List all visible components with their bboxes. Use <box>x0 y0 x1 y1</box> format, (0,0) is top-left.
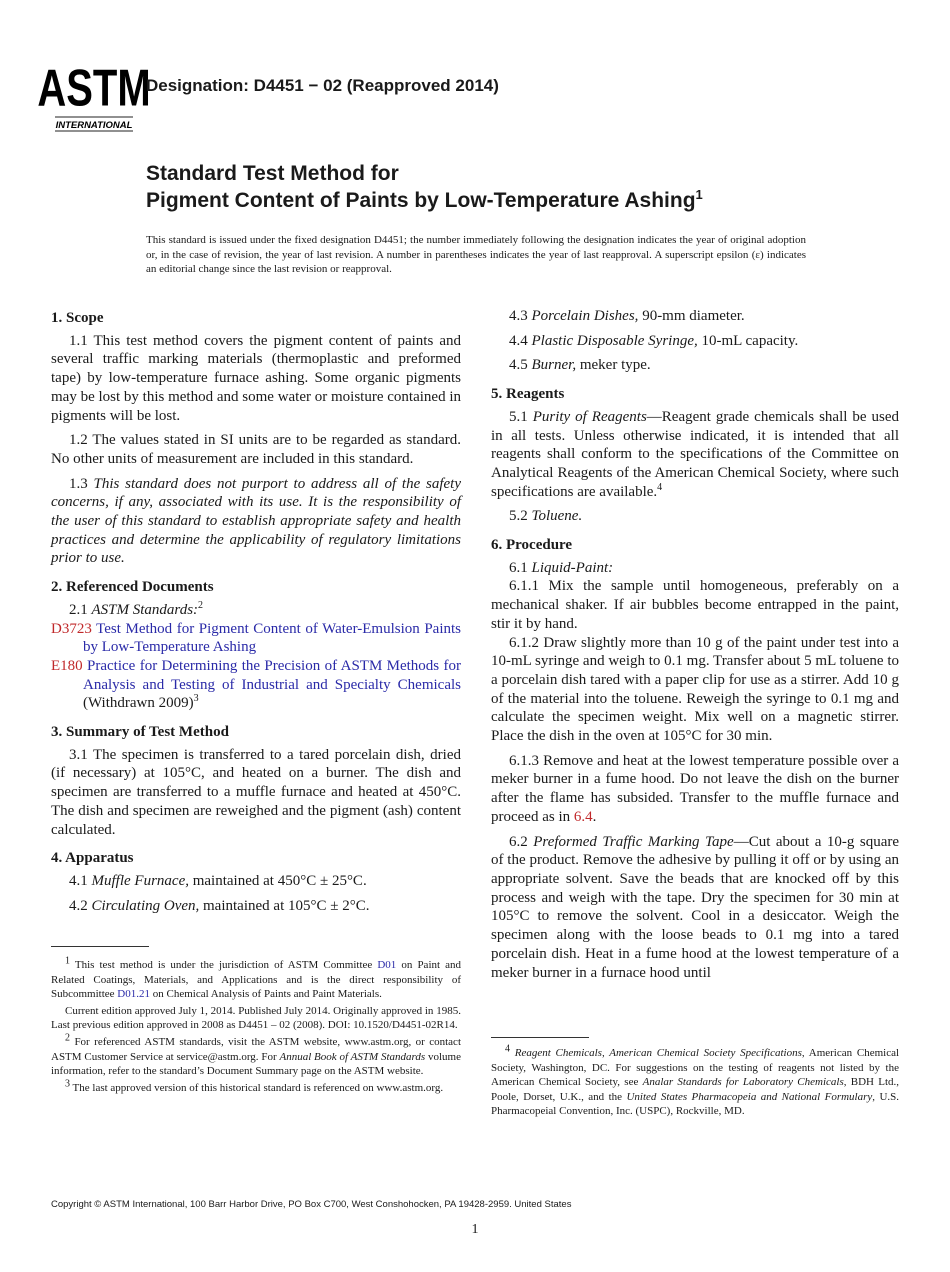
document-link[interactable]: D3723 <box>51 620 92 637</box>
text: ASTM Standards: <box>91 601 199 618</box>
page-number: 1 <box>471 1222 479 1237</box>
paragraph <box>51 332 461 426</box>
text: 1.3 <box>69 475 94 492</box>
text: 1.2 The values stated in SI units are to be regarded as standard. No other units of measurement are included in this standard. <box>51 432 461 467</box>
text: Analar Standards for Laboratory Chemicals <box>642 1076 844 1089</box>
paragraph <box>51 1032 461 1079</box>
section-heading <box>51 578 461 597</box>
footnote-ref: 1 <box>695 187 703 202</box>
document-link[interactable]: Practice for Determining the Precision of ASTM Methods for Analysis and Testing of Industrial and Specialty Chemicals <box>83 657 461 693</box>
text: This test method is under the jurisdiction of ASTM Committee <box>70 959 378 971</box>
document-title <box>146 160 703 214</box>
paragraph <box>51 1004 461 1033</box>
text: Current edition approved July 1, 2014. Published July 2014. Originally approved in 1985. Last previous edition approved in 2008 as D4451 – 02 (2008). DOI: 10.1520/D4451-02R14. <box>51 1004 461 1032</box>
text: (Withdrawn 2009) <box>83 695 194 712</box>
text: , U.S. Pharmacopeial Convention, Inc. (USPC), Rockville, MD. <box>491 1090 900 1118</box>
paragraph <box>491 408 899 502</box>
intro-note: This standard is issued under the fixed designation D4451; the number immediately following the designation indicates the year of original adoption or, in the case of revision, the year of last revision. A number in parentheses indicates the year of last reapproval. A superscript epsilon (ε) indicates an editorial change since the last revision or reapproval. <box>146 234 806 276</box>
text: 10-mL capacity. <box>697 332 799 349</box>
footnote-ref: 4 <box>505 1043 510 1055</box>
left-column <box>51 309 461 921</box>
text: on Paint and Related Coatings, Materials, and Applications and is the direct responsibility of Subcommittee <box>51 959 462 1001</box>
text: 1.1 This test method covers the pigment content of paints and several traffic marking materials (thermoplastic and preformed tape) by low-temperature furnace ashing. Some organic pigments may be lost by this method and some water or moisture contained in pigments will be lost. <box>51 332 461 424</box>
text: —Reagent grade chemicals shall be used in all tests. Unless otherwise indicated, it is intended that all reagents shall conform to the specifications of the Committee on Analytical Reagents of the American Chemical Society, where such specifications are available. <box>491 408 899 500</box>
section-heading <box>51 309 461 328</box>
text: Circulating Oven, <box>91 897 200 914</box>
document-link[interactable]: E180 <box>51 657 83 674</box>
text: maintained at 105°C ± 2°C. <box>199 897 370 914</box>
paragraph <box>491 634 899 746</box>
logo-text: ASTM <box>37 58 151 117</box>
text: meker type. <box>576 357 651 374</box>
title-text: Pigment Content of Paints by Low-Temperature Ashing <box>146 189 696 212</box>
text: 4.3 <box>509 308 532 324</box>
astm-logo <box>37 56 151 132</box>
paragraph <box>51 897 461 916</box>
copyright: Copyright © ASTM International, 100 Barr Harbor Drive, PO Box C700, West Conshohocken, PA 19428-2959. United States <box>51 1199 572 1210</box>
text: 6.1.1 Mix the sample until homogeneous, preferably on a mechanical shaker. If air bubbles become entrapped in the paint, stir it by hand. <box>491 578 899 632</box>
paragraph <box>51 955 462 1002</box>
document-link[interactable]: Test Method for Pigment Content of Water-Emulsion Paints by Low-Temperature Ashing <box>83 620 461 656</box>
footnote-ref: 1 <box>65 955 70 967</box>
referenced-document <box>51 657 461 713</box>
footnote-ref: 2 <box>65 1032 70 1044</box>
text: United States Pharmacopeia and National Formulary <box>626 1090 873 1103</box>
document-link[interactable]: 6.4 <box>573 808 593 825</box>
footnote-ref: 4 <box>657 481 663 493</box>
text: This standard does not purport to address all of the safety concerns, if any, associated with its use. It is the responsibility of the user of this standard to establish appropriate safety and health practices and determine the applicability of regulatory limitations prior to use. <box>51 475 462 567</box>
text: 2.1 <box>69 601 92 618</box>
text: Annual Book of ASTM Standards <box>279 1050 426 1063</box>
footnote-ref: 3 <box>65 1078 70 1090</box>
text: 90-mm diameter. <box>638 308 745 324</box>
text: 4.5 <box>509 357 532 374</box>
text: Muffle Furnace, <box>91 872 189 889</box>
text: Plastic Disposable Syringe, <box>531 332 698 349</box>
logo-subtext: INTERNATIONAL <box>55 120 133 131</box>
section-heading <box>491 536 899 555</box>
text: 4. Apparatus <box>51 850 134 867</box>
text: 6. Procedure <box>491 537 573 554</box>
text: 6.1.2 Draw slightly more than 10 g of the paint under test into a 10-mL syringe and weigh to 0.1 mg. Transfer about 5 mL toluene to a porcelain dish tared with a paper clip for use as a stirrer. Add 10 g of the material into the toluene. Reweigh the syringe to 0.1 mg and calculate the specimen weight. Mix well on a magnetic stirrer. Place the dish in the oven at 105°C for 30 min. <box>491 634 899 745</box>
text: maintained at 450°C ± 25°C. <box>188 872 367 889</box>
text: 3.1 The specimen is transferred to a tared porcelain dish, dried (if necessary) at 105°C, and heated on a burner. The dish and specimen are transferred to a muffle furnace and heated at 450°C. The dish and specimen are reweighed and the pigment (ash) content calculated. <box>51 746 461 838</box>
text: 1. Scope <box>51 310 104 326</box>
text: , American Chemical Society, Washington, DC. For suggestions on the testing of reagents not listed by the American Chemical Society, see <box>491 1047 900 1089</box>
text: 4.1 <box>69 872 92 889</box>
text: The last approved version of this historical standard is referenced on www.astm.org. <box>70 1081 444 1094</box>
text: 5.2 <box>509 508 532 525</box>
footnote-divider <box>491 1037 589 1038</box>
paragraph <box>491 307 899 326</box>
text: Liquid-Paint: <box>531 559 614 576</box>
designation: Designation: D4451 − 02 (Reapproved 2014) <box>146 76 499 95</box>
right-column <box>491 307 899 988</box>
text: 5.1 <box>509 408 533 425</box>
paragraph <box>51 601 461 620</box>
paragraph <box>51 475 461 569</box>
paragraph <box>491 507 899 526</box>
text: Toluene. <box>531 508 583 525</box>
footnote-ref: 3 <box>193 693 199 705</box>
text: 6.2 <box>509 833 534 850</box>
text: —Cut about a 10-g square of the product. Remove the adhesive by pulling it off or by using an appropriate solvent. Save the beads that are knocked off by this process and weigh with the tape. Dry the specimen for 30 min at 105°C to remove the solvent. Cool in a desiccator. Weigh the specimen along with the loose beads to 0.1 mg into a tared porcelain dish. Heat in a fume hood at the lowest temperature of a meker burner in a furnace hood until <box>491 833 900 981</box>
text: on Chemical Analysis of Paints and Paint Materials. <box>150 988 382 1001</box>
paragraph <box>491 332 899 351</box>
text: Burner, <box>531 357 577 374</box>
text: volume information, refer to the standard’s Document Summary page on the ASTM website. <box>51 1050 461 1078</box>
paragraph <box>491 577 899 633</box>
referenced-document <box>51 620 461 657</box>
section-heading <box>51 723 461 742</box>
paragraph <box>491 752 899 827</box>
text: . <box>592 808 597 825</box>
text: Porcelain Dishes, <box>531 308 639 324</box>
document-link[interactable]: D01.21 <box>117 988 150 1001</box>
text: 5. Reagents <box>491 386 565 403</box>
footnotes-left <box>51 955 462 1097</box>
text: , BDH Ltd., Poole, Dorset, U.K., and the <box>491 1076 899 1103</box>
footnote-ref: 2 <box>198 599 204 611</box>
paragraph <box>491 833 899 983</box>
text: For referenced ASTM standards, visit the ASTM website, www.astm.org, or contact ASTM Customer Service at service@astm.org. For <box>51 1035 461 1063</box>
text: Preformed Traffic Marking Tape <box>533 833 734 850</box>
title-line-2 <box>146 187 703 214</box>
title-line-1: Standard Test Method for <box>146 162 399 185</box>
text: 4.2 <box>69 897 92 914</box>
text: 2. Referenced Documents <box>51 579 214 596</box>
text: Purity of Reagents <box>532 408 647 425</box>
paragraph <box>51 872 461 891</box>
section-heading <box>491 385 899 404</box>
footnote-divider <box>51 946 149 947</box>
paragraph <box>51 1078 461 1096</box>
document-link[interactable]: D01 <box>377 959 397 971</box>
footnotes-right <box>491 1043 900 1121</box>
section-heading <box>51 849 461 868</box>
text: Reagent Chemicals, American Chemical Society Specifications <box>514 1047 802 1059</box>
paragraph <box>51 746 461 840</box>
text: 4.4 <box>509 332 532 349</box>
text: 6.1.3 Remove and heat at the lowest temperature possible over a meker burner in a fume hood. Do not leave the dish on the burner after the flame has subsided. Transfer to the muffle furnace and proceed as in <box>491 752 899 825</box>
paragraph <box>51 431 461 468</box>
text: 6.1 <box>509 559 532 576</box>
paragraph <box>491 356 899 375</box>
paragraph <box>491 559 899 578</box>
text: 3. Summary of Test Method <box>51 724 229 741</box>
paragraph <box>491 1043 900 1119</box>
